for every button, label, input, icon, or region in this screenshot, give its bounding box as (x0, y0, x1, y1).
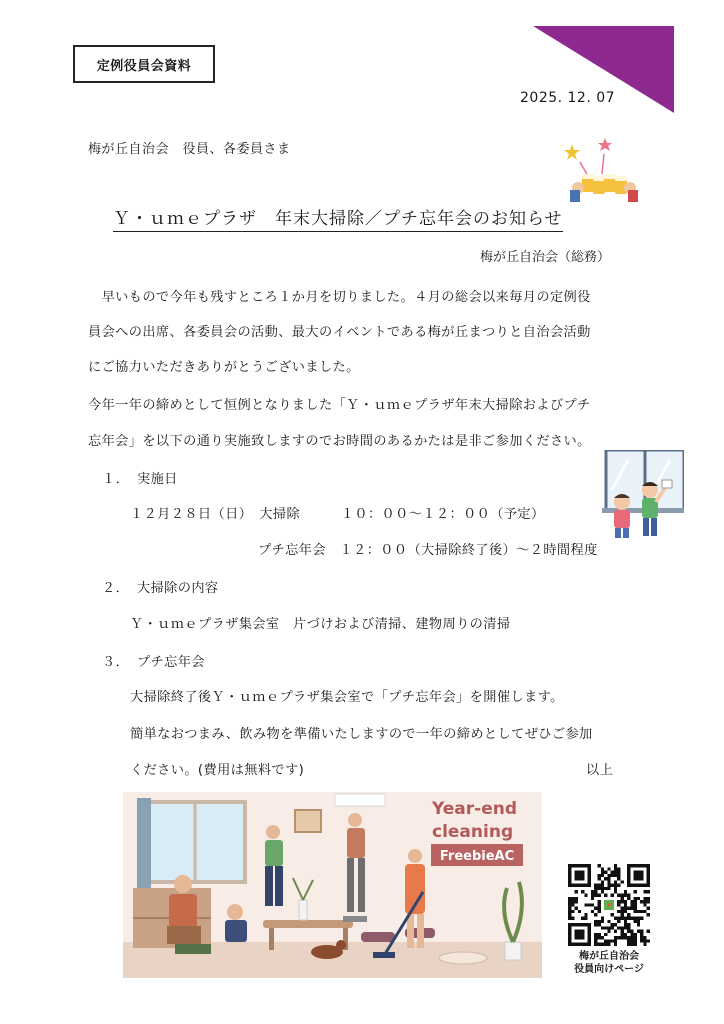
closing-text: 以上 (586, 763, 614, 778)
year-end-cleaning-illustration (123, 792, 542, 978)
item-detail: 大掃除終了後Ｙ・ｕｍｅプラザ集会室で「プチ忘年会」を開催します。 (130, 690, 564, 705)
body-line: 員会への出席、各委員会の活動、最大のイベントである梅が丘まつりと自治会活動 (88, 325, 591, 340)
sender: 梅が丘自治会（総務） (480, 250, 611, 265)
body-line: にご協力いただきありがとうございました。 (88, 360, 360, 375)
item-heading: 大掃除の内容 (137, 581, 219, 596)
document-tag: 定例役員会資料 (73, 45, 215, 83)
qr-label-line-1: 梅が丘自治会 (579, 951, 639, 962)
illustration-text-1: Year-end (432, 799, 517, 819)
window-cleaning-illustration (598, 450, 684, 540)
item-detail: １２月２８日（日） 大掃除 １０：００～１２：００（予定） (130, 507, 545, 522)
item-heading: 実施日 (137, 472, 178, 487)
illustration-text-2: cleaning (432, 822, 514, 842)
item-detail: 簡単なおつまみ、飲み物を準備いたしますので一年の締めとしてぜひご参加 (130, 727, 593, 742)
document-date: 2025. 12. 07 (520, 90, 616, 106)
qr-label (556, 950, 662, 976)
item-heading: プチ忘年会 (137, 655, 205, 670)
body-line: 忘年会」を以下の通り実施致しますのでお時間のあるかたは是非ご参加ください。 (88, 434, 591, 449)
addressee: 梅が丘自治会 役員、各委員さま (88, 142, 291, 157)
item-number: ３． (102, 655, 130, 670)
item-detail: プチ忘年会 １２：００（大掃除終了後）～２時間程度 (258, 543, 598, 558)
illustration-badge: FreebieAC (439, 849, 515, 864)
body-line: 今年一年の締めとして恒例となりました「Ｙ・ｕｍｅプラザ年末大掃除およびプチ (88, 398, 591, 413)
item-number: １． (102, 472, 130, 487)
cheers-illustration (560, 136, 640, 206)
item-detail: ください。(費用は無料です) (130, 763, 305, 778)
item-number: ２． (102, 581, 130, 596)
qr-code[interactable] (568, 864, 650, 946)
notice-title: Ｙ・ｕｍｅプラザ 年末大掃除／プチ忘年会のお知らせ (113, 204, 563, 232)
item-detail: Ｙ・ｕｍｅプラザ集会室 片づけおよび清掃、建物周りの清掃 (130, 617, 511, 632)
qr-label-line-2: 役員向けページ (574, 964, 644, 975)
body-line: 早いもので今年も残すところ１か月を切りました。４月の総会以来毎月の定例役 (88, 290, 591, 305)
